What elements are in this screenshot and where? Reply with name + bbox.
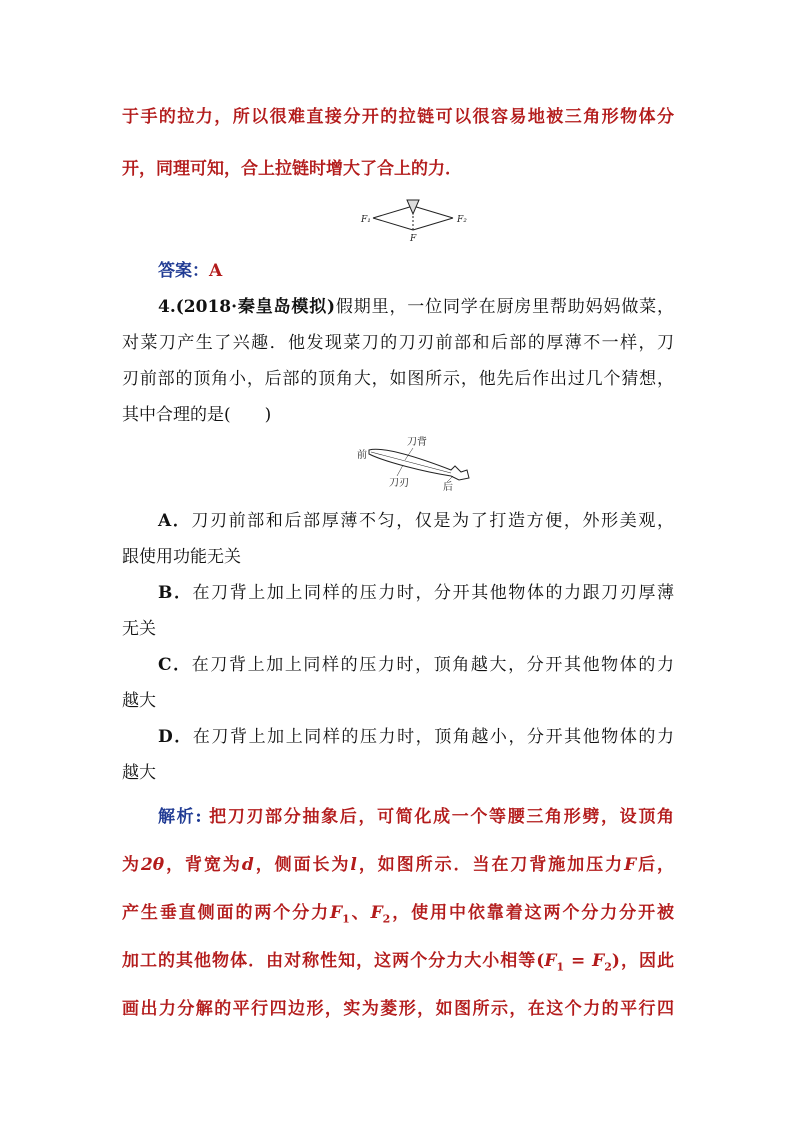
analysis-line-1 <box>158 802 674 827</box>
question-line-1 <box>158 292 674 317</box>
answer-value: A <box>209 261 223 281</box>
option-d-line-1 <box>158 722 674 747</box>
analysis-l4-b: )，因此 <box>611 951 674 971</box>
option-a-line-2: 跟使用功能无关 <box>122 547 241 567</box>
question-number: 4. <box>158 297 176 317</box>
question-line-3: 刃前部的顶角小，后部的顶角大，如图所示，他先后作出过几个猜想， <box>122 369 674 389</box>
force-line-right-bottom <box>413 218 453 230</box>
analysis-l4-a: 加工的其他物体．由对称性知，这两个分力大小相等( <box>122 951 545 971</box>
analysis-l2-c: ，侧面长为 <box>253 855 351 875</box>
analysis-F1: F <box>330 903 343 923</box>
label-rear: 后 <box>443 482 453 492</box>
analysis-theta: 2θ <box>140 855 165 875</box>
force-line-left-bottom <box>373 218 413 230</box>
analysis-line-3 <box>122 898 674 925</box>
analysis-l3-sep: 、 <box>349 903 371 923</box>
question-line-4: 其中合理的是( ) <box>122 405 272 425</box>
label-back: 刀背 <box>407 437 427 448</box>
analysis-line-2 <box>122 850 674 875</box>
prev-analysis-line-1: 于手的拉力，所以很难直接分开的拉链可以很容易地被三角形物体分 <box>122 107 674 127</box>
option-c-key: C． <box>158 655 192 675</box>
question-source: (2018·秦皇岛模拟) <box>175 297 336 317</box>
zipper-force-diagram <box>355 196 475 244</box>
answer-label: 答案： <box>158 261 209 281</box>
analysis-l2-f: 后， <box>636 855 675 875</box>
label-f1: F₁ <box>361 215 371 225</box>
edge-pointer <box>397 465 403 476</box>
answer-line <box>158 256 710 281</box>
label-edge: 刀刃 <box>389 478 409 489</box>
label-f: F <box>410 234 417 244</box>
option-c-line-1 <box>158 650 674 675</box>
analysis-F2: F <box>370 903 383 923</box>
analysis-l4-F2: F <box>592 951 605 971</box>
question-text-1: 假期里，一位同学在厨房里帮助妈妈做菜， <box>335 297 674 317</box>
option-b-key: B． <box>158 583 193 603</box>
label-f2: F₂ <box>457 215 467 225</box>
option-c-text-1: 在刀背上加上同样的压力时，顶角越大，分开其他物体的力 <box>191 655 675 675</box>
label-front: 前 <box>357 450 367 461</box>
option-a-line-1 <box>158 506 674 531</box>
option-d-line-2: 越大 <box>122 763 156 783</box>
back-pointer <box>405 448 413 460</box>
analysis-label: 解析: <box>158 807 202 827</box>
analysis-l2-b: ，背宽为 <box>164 855 242 875</box>
option-a-key: A． <box>158 511 192 531</box>
analysis-l2-e: ，如图所示．当在刀背施加压力 <box>356 855 625 875</box>
option-a-text-1: 刀刃前部和后部厚薄不匀，仅是为了打造方便，外形美观， <box>191 511 674 531</box>
analysis-sub2: 2 <box>382 912 391 926</box>
analysis-text-1: 把刀刃部分抽象后，可简化成一个等腰三角形劈，设顶角 <box>209 807 674 827</box>
analysis-l: l <box>350 855 357 875</box>
analysis-l4-F1: F <box>544 951 557 971</box>
knife-diagram <box>355 432 485 492</box>
analysis-line-5: 画出力分解的平行四边形，实为菱形，如图所示，在这个力的平行四 <box>122 999 674 1019</box>
knife-edge-line <box>371 452 451 473</box>
analysis-l4-eq: = <box>564 951 593 971</box>
analysis-l3-a: 产生垂直侧面的两个分力 <box>122 903 331 923</box>
analysis-F: F <box>624 855 637 875</box>
prev-analysis-line-2: 开，同理可知，合上拉链时增大了合上的力． <box>122 159 462 179</box>
analysis-line-4 <box>122 946 674 973</box>
option-b-line-1 <box>158 578 674 603</box>
analysis-sub1: 1 <box>342 912 350 926</box>
force-line-right-top <box>413 206 453 218</box>
option-b-line-2: 无关 <box>122 619 156 639</box>
analysis-l2-a: 为 <box>122 855 141 875</box>
analysis-l4-sub2: 2 <box>604 960 612 974</box>
option-d-text-1: 在刀背上加上同样的压力时，顶角越小，分开其他物体的力 <box>192 727 674 747</box>
question-line-2: 对菜刀产生了兴趣．他发现菜刀的刀刃前部和后部的厚薄不一样，刀 <box>122 333 674 353</box>
force-line-left-top <box>373 206 413 218</box>
analysis-l3-b: ，使用中依靠着这两个分力分开被 <box>390 903 675 923</box>
analysis-d: d <box>241 855 254 875</box>
analysis-l4-sub1: 1 <box>556 960 565 974</box>
option-b-text-1: 在刀背上加上同样的压力时，分开其他物体的力跟刀刃厚薄 <box>192 583 674 603</box>
option-d-key: D． <box>158 727 193 747</box>
option-c-line-2: 越大 <box>122 691 156 711</box>
